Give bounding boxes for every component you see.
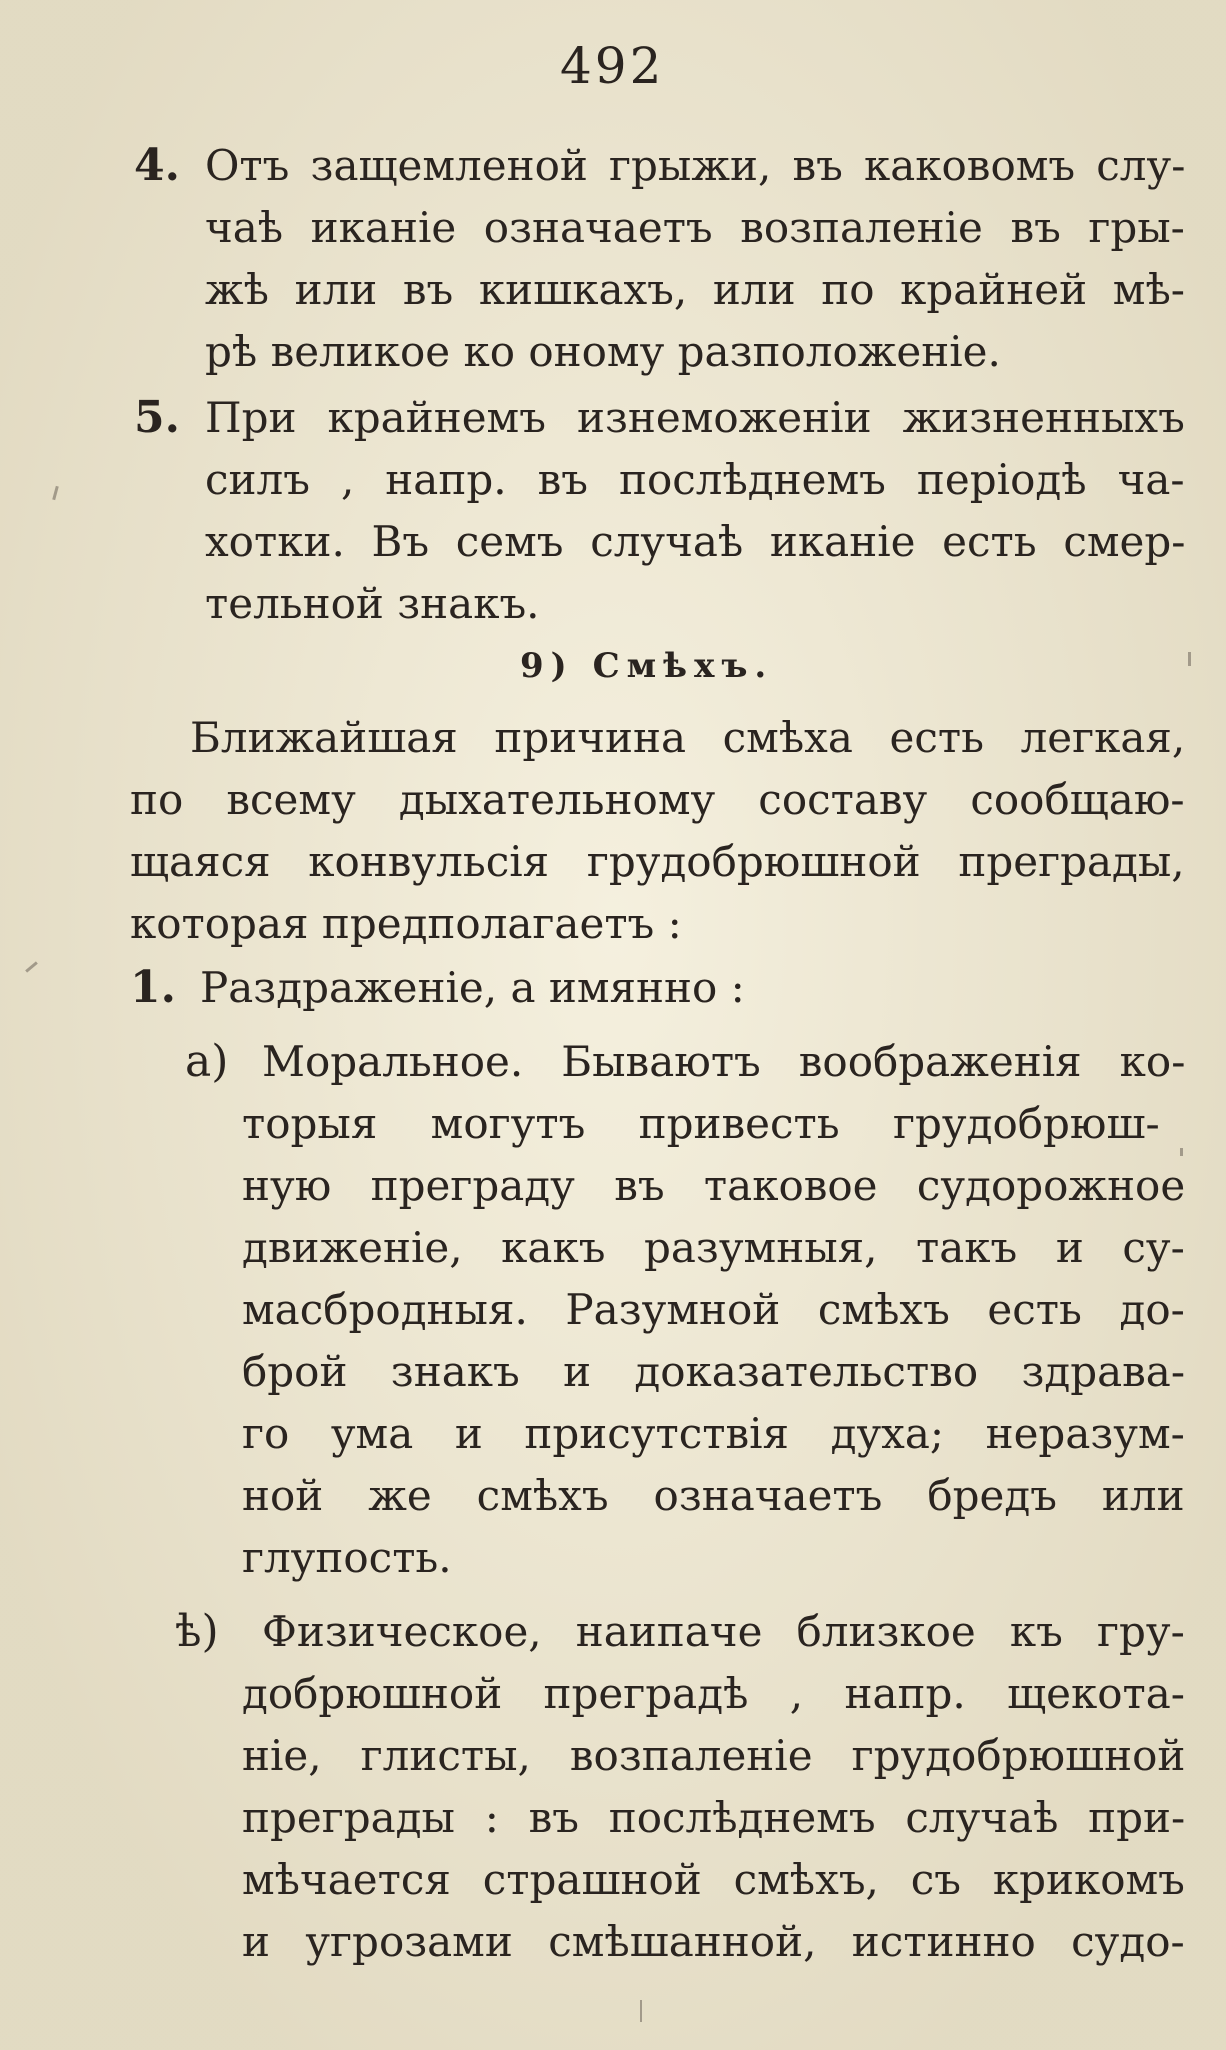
sub-a-line-4: движеніе, какъ разумныя, такъ и су- <box>242 1223 1185 1272</box>
sub-a-line-3: ную преграду въ таковое судорожное <box>242 1161 1186 1210</box>
sub-b-line-6: и угрозами смѣшанной, истинно судо- <box>242 1917 1185 1966</box>
paper-speck <box>1180 1148 1183 1156</box>
page-number: 492 <box>560 37 665 95</box>
sub-b-line-5: мѣчается страшной смѣхъ, съ крикомъ <box>242 1855 1185 1904</box>
sub-a-line-8: ной же смѣхъ означаетъ бредъ или <box>242 1471 1185 1520</box>
sub-a-line-6: брой знакъ и доказательство здрава- <box>242 1347 1186 1396</box>
sub-b-line-3: ніе, глисты, возпаленіе грудобрюшной <box>242 1731 1186 1780</box>
paper-speck <box>1188 652 1191 666</box>
sub-b-label: ѣ) <box>175 1606 219 1657</box>
item-5-line-1: При крайнемъ изнеможеніи жизненныхъ <box>205 393 1185 442</box>
intro-line-1: Ближайшая причина смѣха есть легкая, <box>190 713 1186 762</box>
sub-a-line-2: торыя могутъ привесть грудобрюш- <box>242 1099 1160 1148</box>
paper-speck <box>52 486 59 500</box>
sub-b-line-2: добрюшной преградѣ , напр. щекота- <box>242 1669 1185 1718</box>
item-5-line-2: силъ , напр. въ послѣднемъ періодѣ ча- <box>205 455 1185 504</box>
item-4-line-1: Отъ защемленой грыжи, въ каковомъ слу- <box>205 141 1186 190</box>
item-5-number: 5. <box>134 392 180 443</box>
intro-line-4: которая предполагаетъ : <box>130 899 682 948</box>
item-5-line-4: тельной знакъ. <box>205 579 540 628</box>
sub-a-line-1: Моральное. Бываютъ воображенія ко- <box>262 1037 1186 1086</box>
item-4-line-2: чаѣ иканіе означаетъ возпаленіе въ гры- <box>205 203 1185 252</box>
item-4-line-3: жѣ или въ кишкахъ, или по крайней мѣ- <box>205 265 1185 314</box>
item-4-number: 4. <box>134 140 180 191</box>
paper-speck <box>25 961 38 972</box>
sub-a-label: а) <box>185 1036 229 1087</box>
item-1-text: Раздраженіе, а имянно : <box>200 963 745 1012</box>
paper-speck <box>640 2000 642 2022</box>
item-1-number: 1. <box>130 962 176 1013</box>
intro-line-3: щаяся конвульсія грудобрюшной преграды, <box>130 837 1185 886</box>
sub-b-line-4: преграды : въ послѣднемъ случаѣ при- <box>242 1793 1186 1842</box>
intro-line-2: по всему дыхательному составу сообщаю- <box>130 775 1185 824</box>
item-5-line-3: хотки. Въ семъ случаѣ иканіе есть смер- <box>205 517 1186 566</box>
sub-b-line-1: Физическое, наипаче близкое къ гру- <box>262 1607 1185 1656</box>
sub-a-line-5: масбродныя. Разумной смѣхъ есть до- <box>242 1285 1185 1334</box>
section-heading: 9) Смѣхъ. <box>520 646 774 686</box>
sub-a-line-7: го ума и присутствія духа; неразум- <box>242 1409 1185 1458</box>
item-4-line-4: рѣ великое ко оному разположеніе. <box>205 327 1001 376</box>
sub-a-line-9: глупость. <box>242 1533 452 1582</box>
